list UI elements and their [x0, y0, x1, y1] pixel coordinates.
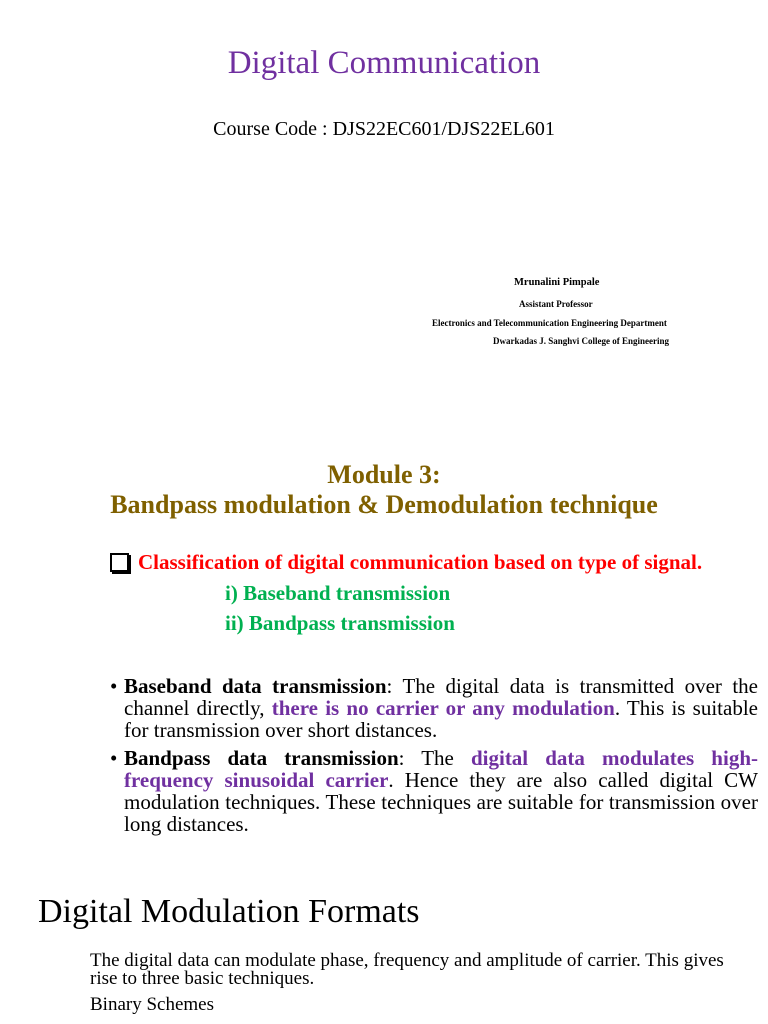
- author-position: Assistant Professor: [519, 299, 593, 309]
- binary-schemes-label: Binary Schemes: [90, 994, 215, 1015]
- bullet-text-a: : The: [398, 746, 471, 770]
- bullet-highlight: there is no carrier or any modulation: [271, 696, 615, 720]
- bullet-baseband: [110, 675, 758, 741]
- module-title: Module 3:: [327, 460, 441, 489]
- course-code: Course Code : DJS22EC601/DJS22EL601: [213, 118, 555, 140]
- bullet-text: [124, 747, 758, 835]
- classification-text: Classification of digital communication based on type of signal.: [138, 550, 703, 574]
- formats-title: Digital Modulation Formats: [38, 893, 420, 930]
- bullet-bandpass: [110, 747, 758, 835]
- bullet-text-b: . Hence they are also called digital CW modulation techniques. These techniques are suitable for transmission over long distances.: [124, 768, 758, 836]
- author-name: Mrunalini Pimpale: [514, 277, 600, 288]
- list-item-baseband: i) Baseband transmission: [225, 581, 451, 605]
- author-department: Electronics and Telecommunication Engineering Department: [432, 318, 667, 328]
- formats-body: The digital data can modulate phase, frequency and amplitude of carrier. This gives rise to three basic techniques.: [90, 950, 724, 989]
- slide-title: Digital Communication: [227, 45, 541, 81]
- list-item-bandpass: ii) Bandpass transmission: [225, 611, 455, 635]
- bullet-text-b: . This is suitable for transmission over short distances.: [124, 696, 758, 742]
- bullet-dot-icon: •: [110, 674, 118, 698]
- bullet-dot-icon: •: [110, 746, 118, 770]
- module-subtitle: Bandpass modulation & Demodulation technique: [110, 490, 658, 519]
- classification-heading: [110, 550, 702, 575]
- checkbox-bullet-icon: [110, 553, 129, 572]
- bullet-text: [124, 675, 758, 741]
- bullet-term: Bandpass data transmission: [124, 746, 399, 770]
- bullet-highlight: digital data modulates high-frequency sinusoidal carrier: [124, 746, 758, 792]
- bullet-text-a: : The digital data is transmitted over the channel directly,: [124, 674, 759, 720]
- author-college: Dwarkadas J. Sanghvi College of Engineering: [493, 336, 670, 346]
- bullet-term: Baseband data transmission: [124, 674, 387, 698]
